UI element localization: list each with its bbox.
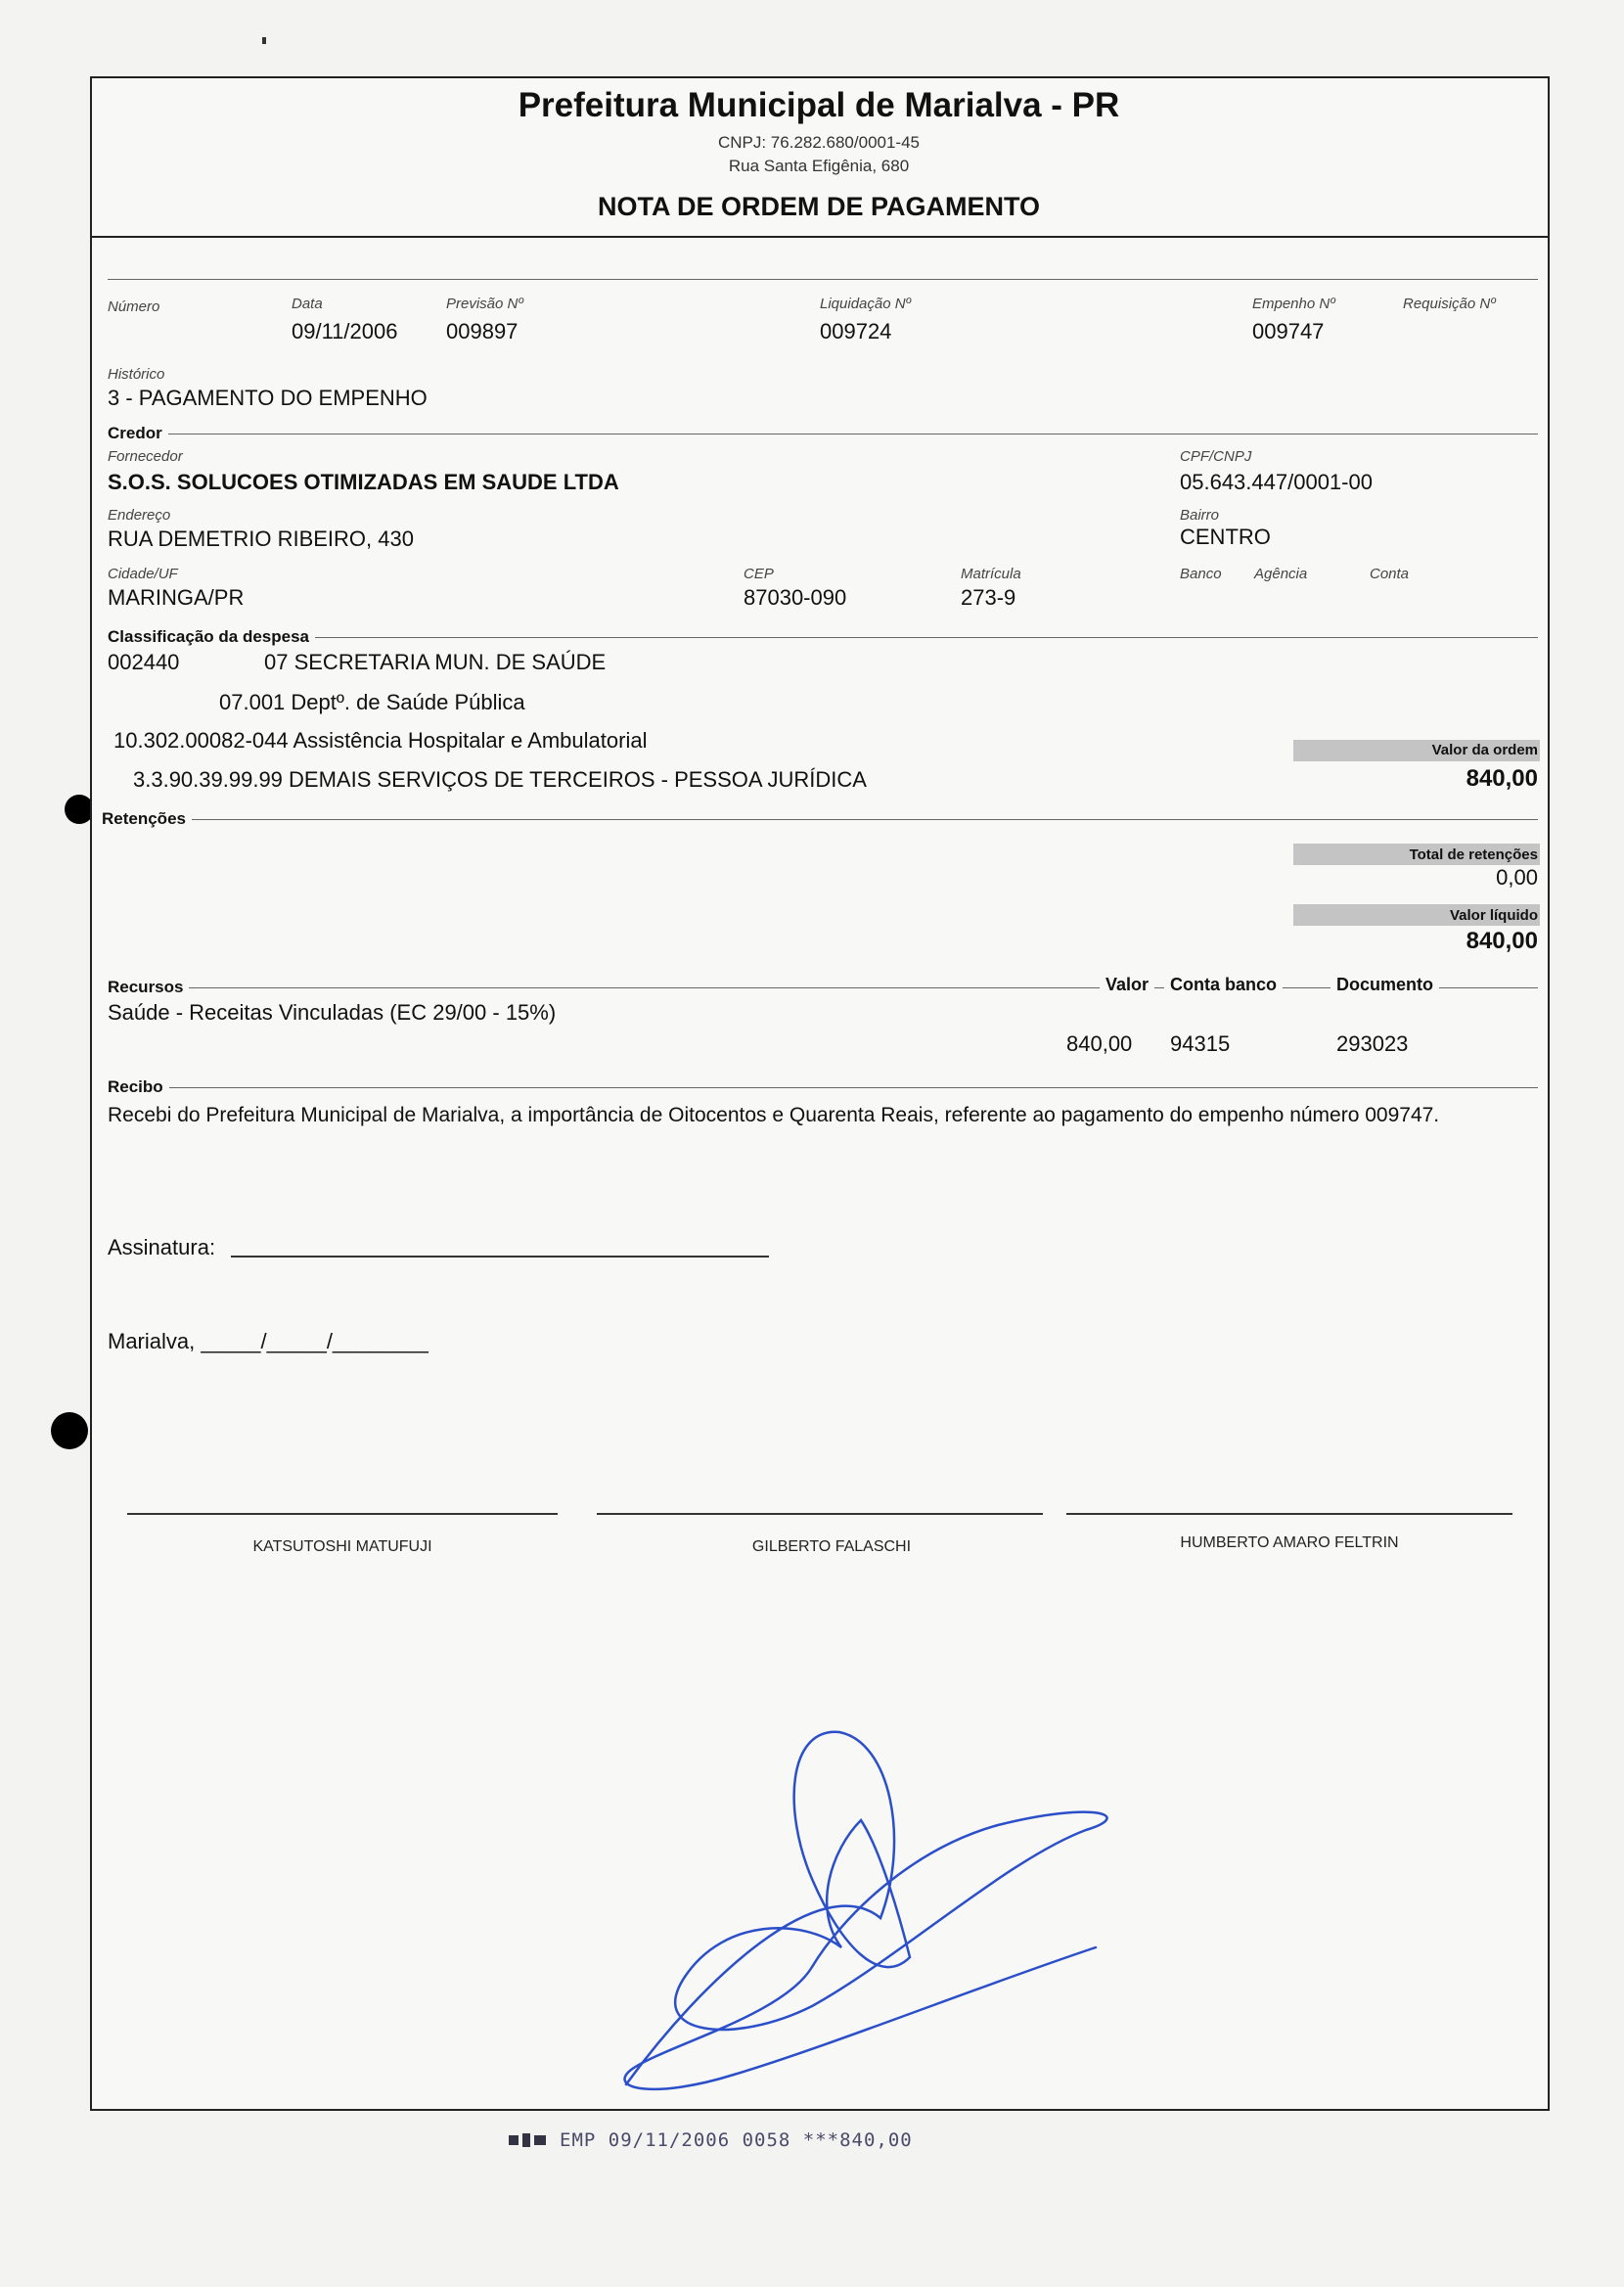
cidade-value: MARINGA/PR	[108, 585, 245, 610]
recursos-valor: 840,00	[1066, 1031, 1133, 1056]
header-divider	[90, 236, 1548, 238]
divider	[108, 819, 1538, 820]
recibo-text: Recebi do Prefeitura Municipal de Marialva, a importância de Oitocentos e Quarenta Reais, referente ao pagamento do empenho número 009747.	[108, 1104, 1440, 1126]
recursos-conta-banco: 94315	[1170, 1031, 1231, 1056]
signature-line-2	[597, 1513, 1043, 1515]
valor-liquido-value: 840,00	[1466, 928, 1538, 954]
divider	[108, 279, 1538, 280]
divider	[108, 1087, 1538, 1088]
endereco-label: Endereço	[108, 507, 171, 524]
departamento-text: 07.001 Deptº. de Saúde Pública	[219, 690, 525, 714]
historico-value: 3 - PAGAMENTO DO EMPENHO	[108, 386, 428, 410]
retencoes-section-label: Retenções	[102, 809, 192, 829]
punch-hole	[51, 1412, 88, 1449]
fornecedor-label: Fornecedor	[108, 448, 183, 465]
previsao-label: Previsão Nº	[446, 296, 523, 312]
requisicao-label: Requisição Nº	[1403, 296, 1496, 312]
numero-label: Número	[108, 298, 160, 315]
recursos-documento-label: Documento	[1331, 975, 1439, 995]
total-retencoes-label: Total de retenções	[1409, 846, 1538, 863]
liquidacao-value: 009724	[820, 319, 892, 343]
cep-value: 87030-090	[744, 585, 847, 610]
cnpj-text: CNPJ: 76.282.680/0001-45	[717, 133, 921, 152]
recibo-section-label: Recibo	[108, 1077, 169, 1097]
divider	[108, 434, 1538, 435]
liquidacao-label: Liquidação Nº	[820, 296, 912, 312]
previsao-value: 009897	[446, 319, 519, 343]
cep-label: CEP	[744, 566, 774, 582]
signatory-name-3: HUMBERTO AMARO FELTRIN	[1180, 1534, 1399, 1551]
recursos-conta-banco-label: Conta banco	[1164, 975, 1283, 995]
conta-label: Conta	[1370, 566, 1410, 582]
signatory-name-1: KATSUTOSHI MATUFUJI	[252, 1538, 432, 1555]
assinatura-line[interactable]	[231, 1256, 769, 1258]
valor-liquido-label: Valor líquido	[1449, 907, 1538, 924]
document-title: NOTA DE ORDEM DE PAGAMENTO	[597, 192, 1040, 221]
assinatura-label: Assinatura:	[108, 1235, 216, 1259]
classificacao-section-label: Classificação da despesa	[108, 627, 315, 647]
local-date: Marialva, _____/_____/________	[108, 1329, 429, 1353]
address-text: Rua Santa Efigênia, 680	[728, 157, 910, 175]
signature-line-3	[1066, 1513, 1512, 1515]
authentication-stamp: EMP 09/11/2006 0058 ***840,00	[560, 2129, 913, 2151]
total-retencoes-value: 0,00	[1496, 865, 1538, 890]
divider	[108, 637, 1538, 638]
cpf-value: 05.643.447/0001-00	[1180, 470, 1373, 494]
valor-ordem-label: Valor da ordem	[1431, 742, 1538, 758]
classificacao-code: 002440	[108, 650, 180, 674]
recursos-section-label: Recursos	[108, 978, 189, 997]
recursos-fonte: Saúde - Receitas Vinculadas (EC 29/00 - 15%)	[108, 1000, 557, 1025]
data-value: 09/11/2006	[292, 319, 398, 343]
authentication-mark	[509, 2131, 548, 2149]
municipality-title: Prefeitura Municipal de Marialva - PR	[518, 86, 1120, 124]
cidade-label: Cidade/UF	[108, 566, 178, 582]
recursos-documento: 293023	[1336, 1031, 1409, 1056]
programa-text: 10.302.00082-044 Assistência Hospitalar e Ambulatorial	[113, 728, 648, 753]
divider	[108, 987, 1538, 988]
natureza-text: 3.3.90.39.99.99 DEMAIS SERVIÇOS DE TERCEIROS - PESSOA JURÍDICA	[133, 767, 867, 792]
banco-label: Banco	[1180, 566, 1222, 582]
matricula-label: Matrícula	[961, 566, 1021, 582]
handwritten-signature	[587, 1722, 1135, 2114]
recursos-valor-label: Valor	[1100, 975, 1154, 995]
secretaria-text: 07 SECRETARIA MUN. DE SAÚDE	[264, 650, 607, 674]
scan-speck	[262, 37, 266, 44]
bairro-label: Bairro	[1180, 507, 1220, 524]
endereco-value: RUA DEMETRIO RIBEIRO, 430	[108, 526, 414, 551]
fornecedor-value: S.O.S. SOLUCOES OTIMIZADAS EM SAUDE LTDA	[108, 470, 619, 494]
agencia-label: Agência	[1254, 566, 1308, 582]
valor-ordem-value: 840,00	[1466, 765, 1538, 792]
signature-line-1	[127, 1513, 558, 1515]
matricula-value: 273-9	[961, 585, 1016, 610]
empenho-label: Empenho Nº	[1252, 296, 1335, 312]
bairro-value: CENTRO	[1180, 525, 1271, 549]
credor-section-label: Credor	[108, 424, 168, 443]
historico-label: Histórico	[108, 366, 165, 383]
cpf-label: CPF/CNPJ	[1180, 448, 1252, 465]
signatory-name-2: GILBERTO FALASCHI	[751, 1538, 912, 1555]
data-label: Data	[292, 296, 323, 312]
empenho-value: 009747	[1252, 319, 1325, 343]
